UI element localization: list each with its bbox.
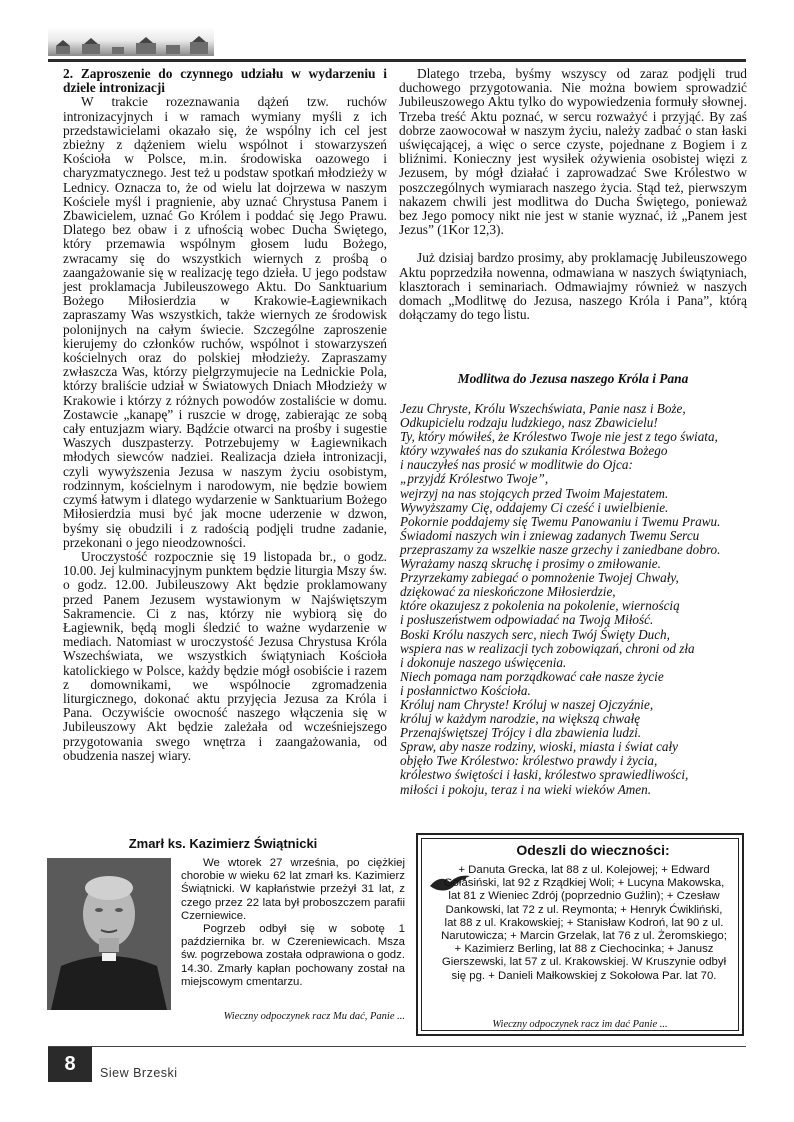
prayer-line: przepraszamy za wszelkie nasze grzechy i zaniedbane dobro. <box>400 541 721 557</box>
prayer-line: który wzywałeś nas do szukania Królestwa Bożego <box>400 443 668 459</box>
obituary-text <box>181 857 405 989</box>
prayer-line: i dokonuje naszego uświęcenia. <box>400 654 567 670</box>
departed-line: Dankowski, lat 72 z ul. Reymonta; + Henryk Ćwikliński, <box>445 903 723 916</box>
portrait-silhouette <box>47 858 171 1010</box>
section-heading: 2. Zaproszenie do czynnego udziału w wydarzeniu i dziele intronizacji <box>63 66 387 96</box>
prayer-line: wspiera nas w realizacji tych zobowiązań, chroni od zła <box>400 640 695 656</box>
prayer-line: Wywyższamy Cię, oddajemy Ci cześć i uwielbienie. <box>400 499 669 515</box>
obituary-paragraph: Pogrzeb odbył się w sobotę 1 października br. w Czereniewicach. Msza św. pogrzebowa została odprawiona o godz. 14.30. Zmarły kapłan pochowany został na miejscowym cmentarzu. <box>181 923 405 988</box>
prayer-line: Pokornie poddajemy się Twemu Panowaniu i Twemu Prawu. <box>400 513 721 529</box>
prayer-line: „przyjdź Królestwo Twoje”, <box>400 471 549 487</box>
prayer-line: miłości i pokoju, teraz i na wieki wieków Amen. <box>400 781 652 797</box>
prayer-line: dziękować za nieskończone Miłosierdzie, <box>400 584 616 600</box>
prayer-line: i posłuszeństwem odpowiadać na Twoją Miłość. <box>400 612 654 628</box>
prayer-line: objęło Twe Królestwo: królestwo prawdy i życia, <box>400 753 658 769</box>
departed-line: + Danuta Grecka, lat 88 z ul. Kolejowej; + Edward <box>458 864 710 876</box>
prayer-line: Jezu Chryste, Królu Wszechświata, Panie nasz i Boże, <box>400 401 686 416</box>
departed-line: się pg. + Danieli Małkowskiej z Sokołowa Par. lat 70. <box>451 969 717 982</box>
magazine-name: Siew Brzeski <box>100 1066 178 1080</box>
prayer-line: Króluj nam Chryste! Króluj w naszej Ojczyźnie, <box>400 696 654 712</box>
departed-footer: Wieczny odpoczynek racz im dać Panie ... <box>492 1019 668 1030</box>
prayer-line: Niech pomaga nam porządkować całe nasze życie <box>400 668 664 684</box>
prayer-line: Spraw, aby nasze rodziny, wioski, miasta i świat cały <box>400 739 679 755</box>
departed-title: Odeszli do wieczności: <box>516 842 670 858</box>
header-rule <box>48 59 746 62</box>
article-paragraph: W trakcie rozeznawania dążeń tzw. ruchów intronizacyjnych i w ramach wymiany myśli z ich przedstawicielami okazało się, że wspólny ich cel jest zbieżny z dążeniem wielu wspólnot i stowarzyszeń Kościoła w Polsce, m.in. środowiska oazowego i charyzmatycznego. Jest też u podstaw spotkań młodzieży w Lednicy. Oznacza to, że od wielu lat dojrzewa w naszym Kościele myśl i pragnienie, aby uznać Chrystusa Panem i Zbawicielem, uznać Go Królem i poddać się Jego Prawu. Dlatego bez obaw i z ufnością wobec Ducha Świętego, który przemawia wspólnym głosem ludu Bożego, zwracamy się do wszystkich wiernych z prośbą o zaangażowanie się w realizację tego dzieła. U jego podstaw jest proklamacja Jubileuszowego Aktu. Do Sanktuarium Bożego Miłosierdzia w Krakowie-Łagiewnikach zapraszamy Was wszystkich, także wiernych ze środowisk polonijnych na całym świecie. Szczególne zaproszenie kierujemy do członków ruchów, wspólnot i stowarzyszeń kościelnych oraz do polskiej młodzieży. Zapraszamy zwłaszcza Was, którzy pielgrzymujecie na Lednickie Pola, którzy braliście udział w Światowych Dniach Młodzieży w Krakowie i którzy z różnych powodów zostaliście w domu. Zostawcie „kanapę” i ruszcie w drogę, zabierając ze sobą cały entuzjazm wiary. Bądźcie otwarci na prośby i sugestie Waszych duszpasterzy. Potrzebujemy w Łagiewnikach młodych siewców nadziei. Realizacja dzieła intronizacji, czyli wywyższenia Jezusa w naszym życiu osobistym, rodzinnym, kościelnym i narodowym, nie będzie bowiem czymś łatwym i dlatego wydarzenie w Sanktuarium Bożego Miłosierdzia musi być jak mocne uderzenie w dzwon, byśmy się obudzili i z radością podjęli trudne zadanie, przekonani o jego nieodzowności. <box>63 94 387 550</box>
article-left-column <box>63 67 387 763</box>
prayer-line: które okazujesz z pokolenia na pokolenie, wiernością <box>400 598 680 614</box>
prayer-line: Świadomi naszych win i zniewag zadanych Twemu Sercu <box>400 527 700 543</box>
prayer-line: Boski Królu naszych serc, niech Twój Święty Duch, <box>400 626 670 642</box>
departed-line: + Kazimierz Berling, lat 88 z Ciechocinka; + Janusz <box>454 943 714 956</box>
prayer-line: Przyrzekamy zabiegać o pomnożenie Twojej Chwały, <box>400 570 679 586</box>
departed-line: lat 81 z Wieniec Zdrój (poprzednio Guźlin); + Czesław <box>448 890 720 903</box>
prayer-line: wejrzyj na nas stojących przed Twoim Majestatem. <box>400 485 669 501</box>
departed-line: Gołasiński, lat 92 z Rządkiej Woli; + Lucyna Makowska, <box>443 877 725 890</box>
departed-line: lat 88 z ul. Krakowskiej; + Stanisław Kodroń, lat 90 z ul. <box>444 916 724 929</box>
prayer-line: Wyrażamy naszą skruchę i prosimy o zmiłowanie. <box>400 556 661 572</box>
departed-line: Gierszewski, lat 57 z ul. Krakowskiej. W Kruszynie odbył <box>441 956 727 969</box>
priest-portrait-photo <box>47 858 171 1010</box>
article-right-column <box>399 67 747 322</box>
departed-list <box>432 864 736 983</box>
obituary-paragraph: We wtorek 27 września, po ciężkiej chorobie w wieku 62 lat zmarł ks. Kazimierz Świątnicki. W kapłaństwie przeżył 31 lat, z czego przez 22 lata był proboszczem parafii Czerniewice. <box>181 857 405 922</box>
prayer-line: i nauczyłeś nas prosić w modlitwie do Ojca: <box>400 457 633 473</box>
prayer-line: Ty, który mówiłeś, że Królestwo Twoje nie jest z tego świata, <box>400 429 718 445</box>
header-landscape-image <box>48 28 214 56</box>
article-paragraph: Uroczystość rozpocznie się 19 listopada br., o godz. 10.00. Jej kulminacyjnym punktem będzie liturgia Mszy św. o godz. 12.00. Jubileuszowy Akt będzie proklamowany przed Panem Jezusem wystawionym w Najświętszym Sakramencie. Ci z nas, którzy nie wybiorą się do Łagiewnik, będą mogli śledzić to ważne wydarzenie w mediach. Natomiast w uroczystość Jezusa Chrystusa Króla Wszechświata, we wszystkich świątyniach Kościoła katolickiego w Polsce, każdy będzie mógł osobiście i razem z domownikami, we wspólnocie zgromadzenia liturgicznego, dokonać aktu przyjęcia Jezusa za Króla i Pana. Oczywiście owocność naszego włączenia się w Jubileuszowy Akt będzie zależała od wcześniejszego przygotowania swego wnętrza i zaangażowania, od obudzenia naszej wiary. <box>63 548 387 763</box>
article-paragraph: Już dzisiaj bardzo prosimy, aby proklamację Jubileuszowego Aktu poprzedziła nowenna, odmawiana w naszych świątyniach, klasztorach i seminariach. Odmawiajmy również w naszych domach „Modlitwę do Jezusa, naszego Króla i Pana”, którą dołączamy do tego listu. <box>399 250 747 323</box>
page-number: 8 <box>48 1047 92 1082</box>
footer-rule <box>48 1046 746 1047</box>
article-paragraph: Dlatego trzeba, byśmy wszyscy od zaraz podjęli trud duchowego przygotowania. Nie można bowiem sprowadzić Jubileuszowego Aktu tylko do wypowiedzenia formuły słownej. Trzeba treść Aktu poznać, w sercu rozważyć i przyjąć. By zaś dobrze zaowocował w naszym życiu, należy zadbać o stan łaski uświęcającej, a więc o serce czyste, pojednane z Bogiem i z bliźnimi. Konieczny jest wysiłek ożywienia osobistej więzi z Jezusem, by mógł działać i zaprowadzać Swe Królestwo w poszczególnych wymiarach naszego życia. Stąd też, pierwszym nakazem chwili jest modlitwa do Ducha Świętego, ponieważ bez Jego pomocy nikt nie jest w stanie wyznać, iż „Panem jest Jezus” (1Kor 12,3). <box>399 66 747 238</box>
obituary-footer: Wieczny odpoczynek racz Mu dać, Panie ... <box>223 1011 405 1022</box>
prayer-title: Modlitwa do Jezusa naszego Króla i Pana <box>457 371 689 386</box>
prayer-line: króluj w każdym narodzie, na większą chwałę <box>400 711 641 727</box>
prayer-line: i posłannictwo Kościoła. <box>400 682 531 698</box>
departed-line: Narutowicza; + Marcin Grzelak, lat 76 z ul. Żeromskiego; <box>441 930 727 943</box>
prayer-text <box>400 402 750 797</box>
obituary-title: Zmarł ks. Kazimierz Świątnicki <box>128 836 318 851</box>
prayer-line: Odkupicielu rodzaju ludzkiego, nasz Zbawicielu! <box>400 415 658 431</box>
prayer-line: Przenajświętszej Trójcy i dla zbawienia ludzi. <box>400 725 642 741</box>
prayer-line: królestwo świętości i łaski, królestwo sprawiedliwości, <box>400 767 689 783</box>
